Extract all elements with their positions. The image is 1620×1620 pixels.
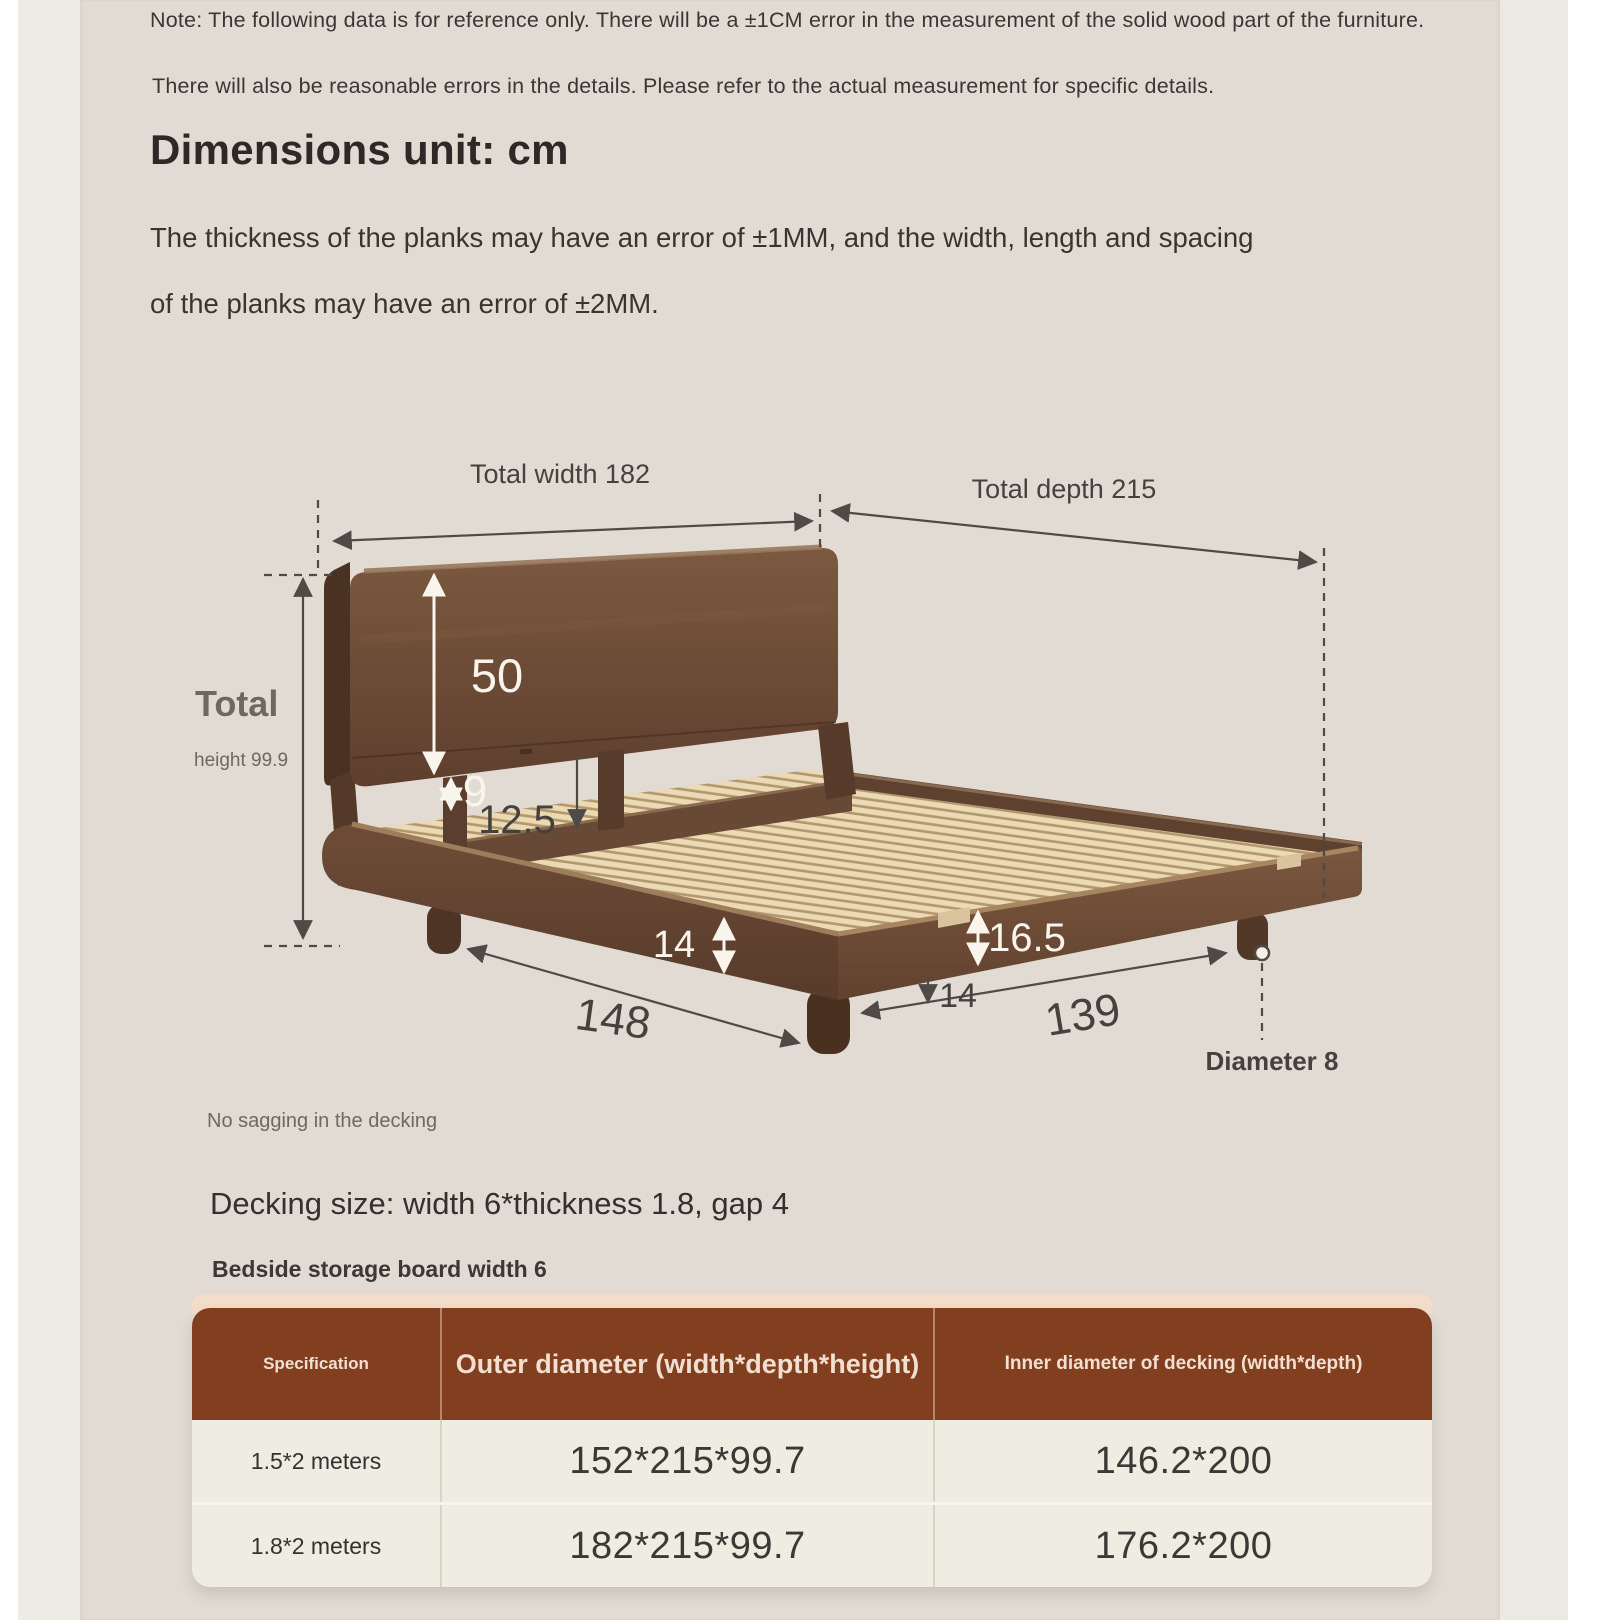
page-title: Dimensions unit: cm bbox=[150, 126, 569, 173]
total-height-label: height 99.9 bbox=[194, 750, 289, 771]
intro-line-2: of the planks may have an error of ±2MM. bbox=[150, 288, 659, 319]
support-rail-height-value: 12.5 bbox=[478, 798, 556, 842]
inner-diameter-cell: 176.2*200 bbox=[933, 1505, 1432, 1587]
table-row bbox=[192, 1502, 1432, 1587]
spec-cell: 1.5*2 meters bbox=[250, 1447, 382, 1474]
side-length-left-value: 148 bbox=[572, 988, 654, 1049]
headboard-gap-value: 9 bbox=[462, 767, 488, 816]
outer-diameter-cell: 182*215*99.7 bbox=[440, 1505, 933, 1587]
decking-size-note: Decking size: width 6*thickness 1.8, gap 4 bbox=[210, 1186, 789, 1221]
column-header-inner-diameter: Inner diameter of decking (width*depth) bbox=[933, 1308, 1432, 1420]
inner-diameter-cell: 146.2*200 bbox=[933, 1420, 1432, 1502]
width-arrow bbox=[334, 521, 812, 541]
total-width-label: Total width 182 bbox=[469, 459, 651, 489]
note-line-2: There will also be reasonable errors in the details. Please refer to the actual measurement for specific details. bbox=[152, 74, 1215, 98]
leg-diameter-marker bbox=[1255, 946, 1269, 960]
headboard-height-value: 50 bbox=[470, 649, 524, 702]
outer-diameter-cell: 152*215*99.7 bbox=[440, 1420, 933, 1502]
spec-table bbox=[192, 1308, 1432, 1587]
spec-table-header bbox=[192, 1308, 1432, 1420]
spec-cell: 1.8*2 meters bbox=[250, 1532, 382, 1559]
foot-rail-height-value: 16.5 bbox=[988, 916, 1066, 960]
total-label: Total bbox=[195, 683, 279, 724]
bedside-board-note: Bedside storage board width 6 bbox=[212, 1256, 547, 1282]
column-header-outer-diameter: Outer diameter (width*depth*height) bbox=[440, 1308, 933, 1420]
no-sagging-note: No sagging in the decking bbox=[207, 1110, 438, 1132]
headboard-post-center bbox=[598, 749, 624, 831]
leg-diameter-label: Diameter 8 bbox=[1205, 1046, 1339, 1076]
note-line-1: Note: The following data is for reference only. There will be a ±1CM error in the measurement of the solid wood part of the furniture. bbox=[150, 8, 1425, 32]
headboard-seam-notch bbox=[520, 749, 532, 755]
table-row bbox=[192, 1420, 1432, 1502]
depth-arrow bbox=[832, 511, 1316, 562]
headboard-panel bbox=[350, 548, 838, 786]
headboard-side-edge bbox=[324, 562, 350, 785]
intro-line-1: The thickness of the planks may have an error of ±1MM, and the width, length and spacing bbox=[150, 222, 1254, 253]
leg-height-value: 14 bbox=[939, 977, 977, 1015]
side-length-right-value: 139 bbox=[1041, 983, 1124, 1046]
column-header-specification: Specification bbox=[263, 1354, 369, 1373]
side-rail-height-value: 14 bbox=[652, 924, 696, 966]
total-depth-label: Total depth 215 bbox=[971, 474, 1157, 504]
